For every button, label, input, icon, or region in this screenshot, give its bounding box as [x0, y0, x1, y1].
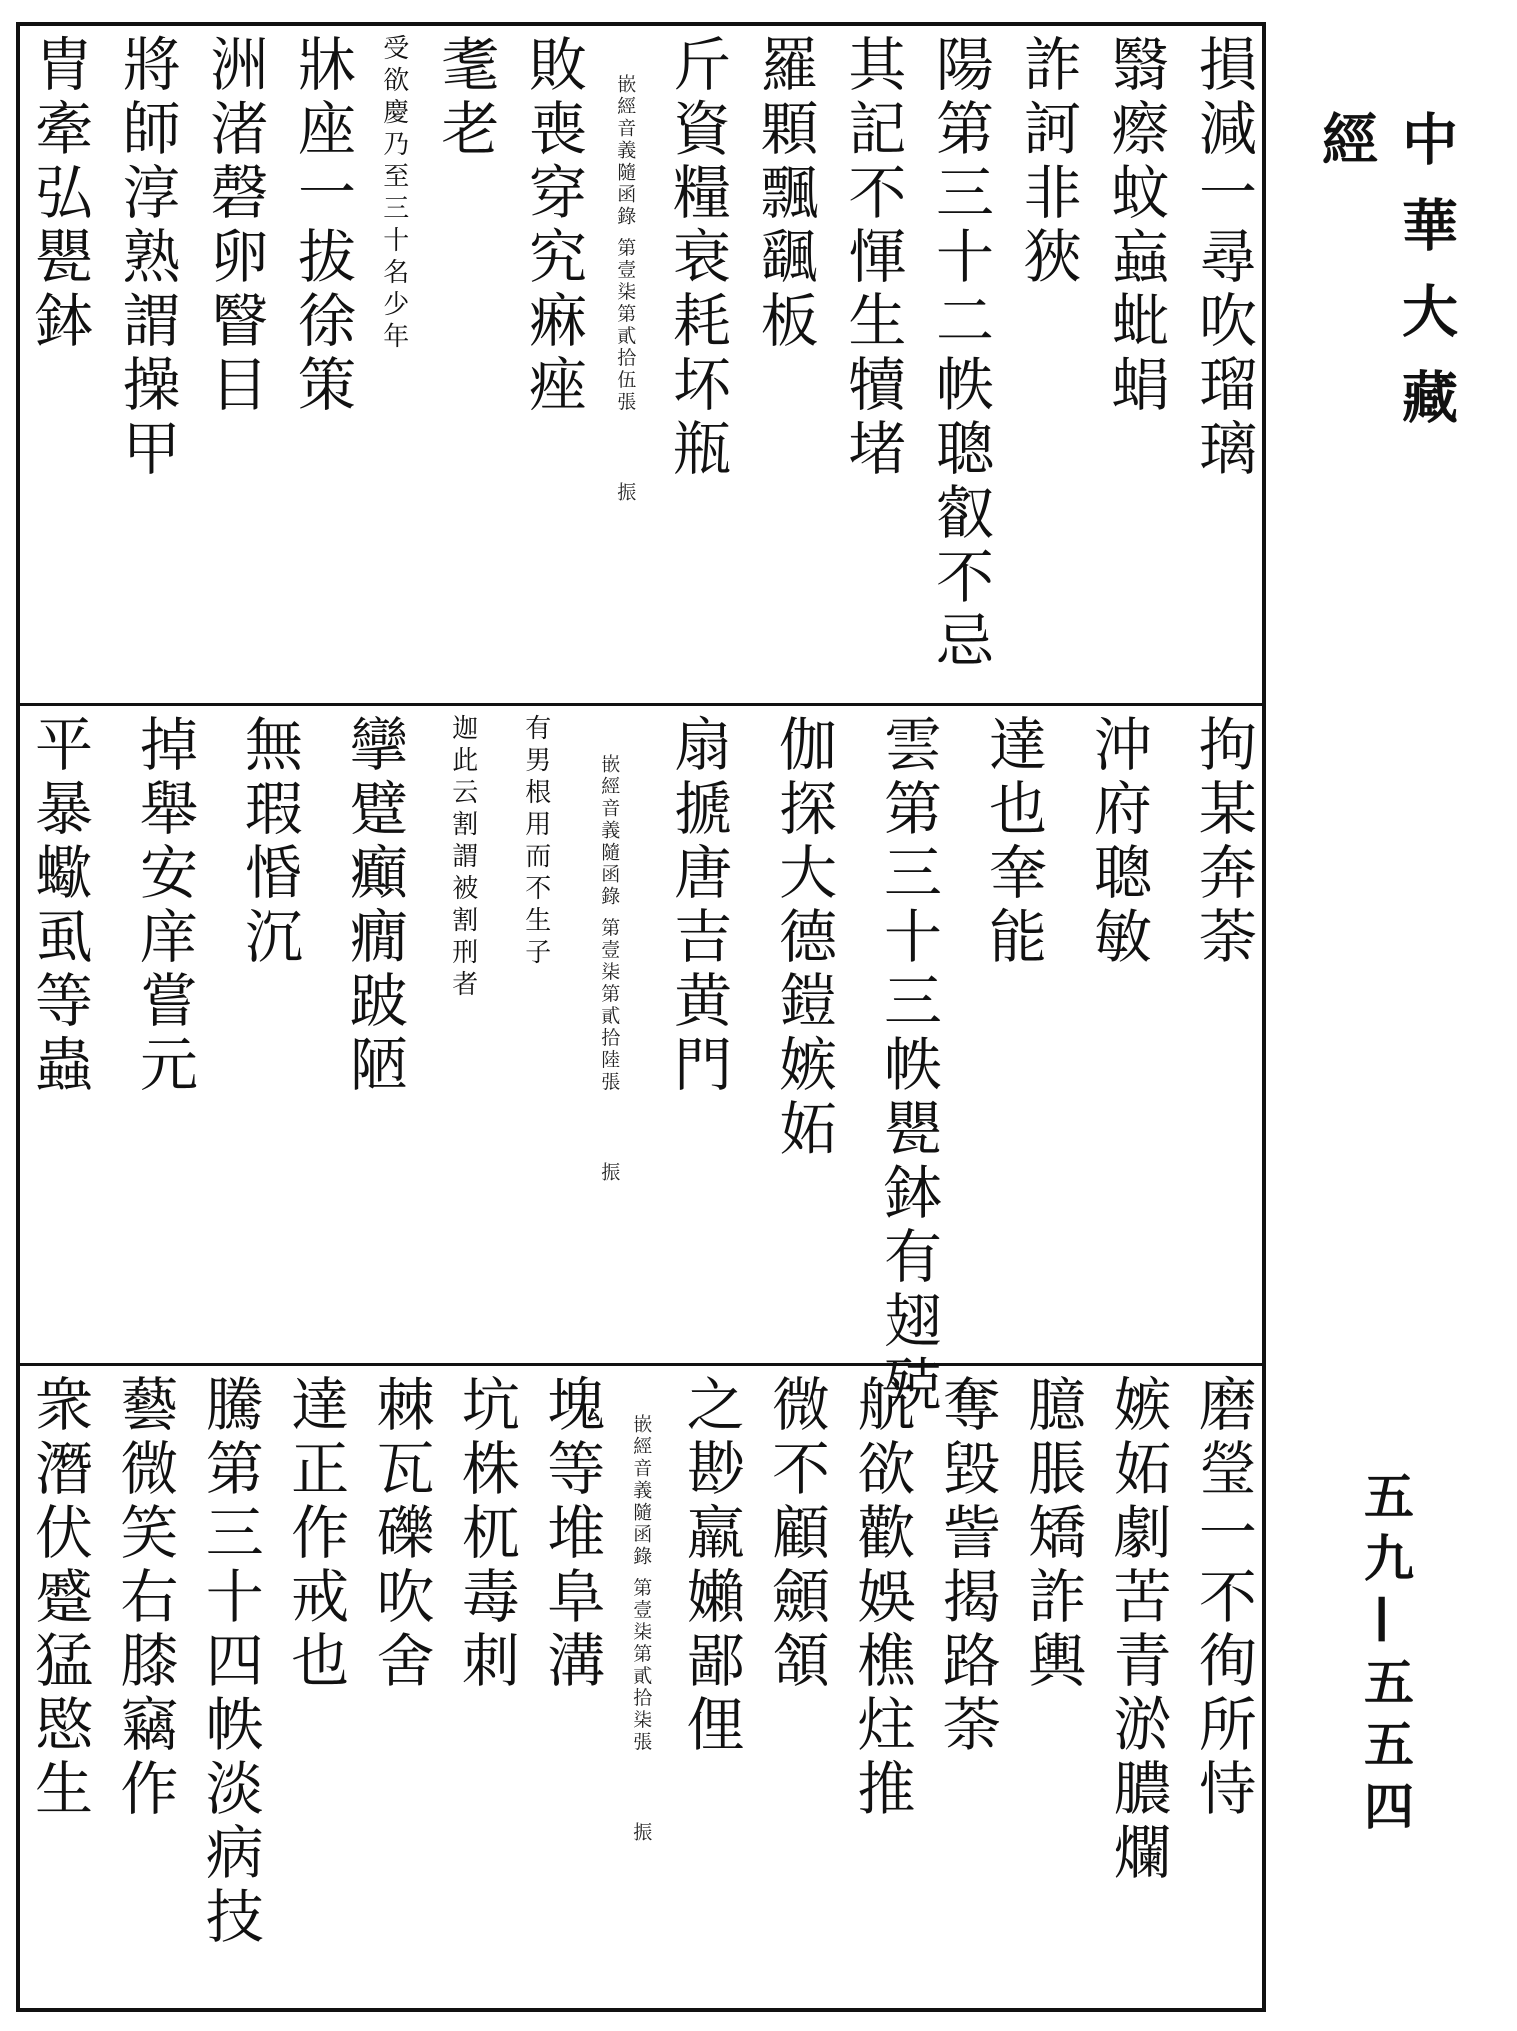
text-column: 扇搋唐吉黄門	[664, 714, 733, 1098]
text-column: 伽探大德鎧嫉妬	[769, 714, 838, 1162]
text-column: 詐訶非狹	[1013, 34, 1082, 290]
text-column: 達也羍能	[978, 714, 1047, 970]
text-column: 牀座一拔徐策	[288, 34, 357, 418]
text-column: 藝微笑右膝竊作	[110, 1374, 179, 1822]
text-column: 之尠羸嬾鄙俚	[676, 1374, 745, 1758]
text-column: 磨瑩一不徇所恃	[1188, 1374, 1257, 1822]
text-column: 沖府聰敏	[1083, 714, 1152, 970]
fold-label	[628, 1374, 655, 2001]
text-column: 坑株杌毒刺	[451, 1374, 520, 1694]
text-column: 拘某奔荼	[1188, 714, 1257, 970]
text-column: 耄老	[431, 34, 500, 162]
text-column: 平暴蠍虱等蟲	[25, 714, 93, 1098]
fold-mark: 振	[598, 1162, 621, 1185]
fold-label-text: 嵌經音義隨函錄 第壹柒第貳拾柒張	[630, 1414, 653, 1754]
text-column: 掉舉安庠嘗元	[129, 714, 198, 1098]
text-column: 雲第三十三帙甖鉢有翅殑	[874, 714, 943, 1418]
text-column: 達正作戒也	[281, 1374, 350, 1694]
fold-label	[612, 34, 639, 695]
fold-label	[596, 714, 623, 1355]
text-column: 衆潛伏蹙猛愍生	[25, 1374, 93, 1822]
text-column: 塊等堆阜溝	[537, 1374, 606, 1694]
text-column: 騰第三十四帙淡病技	[195, 1374, 264, 1950]
fold-label-text: 嵌經音義隨函錄 第壹柒第貳拾陸張	[598, 754, 621, 1094]
text-column: 受欲慶乃至三十名少年	[378, 34, 409, 354]
text-column: 其記不惲生犢堵	[838, 34, 907, 482]
text-column: 斤資糧衰耗坏瓶	[662, 34, 731, 482]
text-column: 無瑕惛沉	[234, 714, 303, 970]
text-column: 將師淳熟謂操甲	[112, 34, 181, 482]
text-panel-upper	[20, 26, 1262, 706]
page-frame	[16, 22, 1266, 2012]
text-column: 洲渚磬卵瞖目	[200, 34, 269, 418]
text-column: 嫉妬劇苦青淤膿爛	[1103, 1374, 1172, 1886]
text-column: 奪毀訾揭路荼	[932, 1374, 1001, 1758]
text-column: 陽第三十二帙聰叡不忌	[925, 34, 994, 674]
text-panel-lower	[20, 1366, 1262, 2009]
text-column: 攣躄癲癇跛陋	[339, 714, 408, 1098]
column-group	[25, 714, 1257, 1418]
fold-label-text: 嵌經音義隨函錄 第壹柒第貳拾伍張	[614, 74, 637, 414]
text-column: 敗喪穿究痳痤	[519, 34, 588, 418]
fold-mark: 振	[630, 1822, 653, 1845]
text-column: 損減一尋吹瑠璃	[1189, 34, 1257, 482]
fold-mark: 振	[614, 482, 637, 505]
text-column: 翳瘵蚊蝱蚍蜎	[1101, 34, 1170, 418]
text-column: 有男根用而不生子	[520, 714, 551, 970]
text-column: 羅顆飄颻板	[750, 34, 819, 354]
column-group	[25, 34, 1257, 695]
text-column: 航欲歡娛樵炷推	[847, 1374, 916, 1822]
text-column: 棘瓦礫吹舍	[366, 1374, 435, 1694]
text-column: 臆脹矯詐輿	[1018, 1374, 1087, 1694]
page-number: 五九—五五四	[1356, 1470, 1414, 1842]
book-title: 中華大藏經	[1313, 110, 1458, 454]
text-column: 微不顧顩頷	[761, 1374, 830, 1694]
column-group	[25, 1374, 1257, 2001]
text-column: 胄牽弘甖鉢	[25, 34, 93, 354]
text-panel-middle	[20, 706, 1262, 1418]
text-column: 迦此云割謂被割刑者	[447, 714, 478, 1002]
